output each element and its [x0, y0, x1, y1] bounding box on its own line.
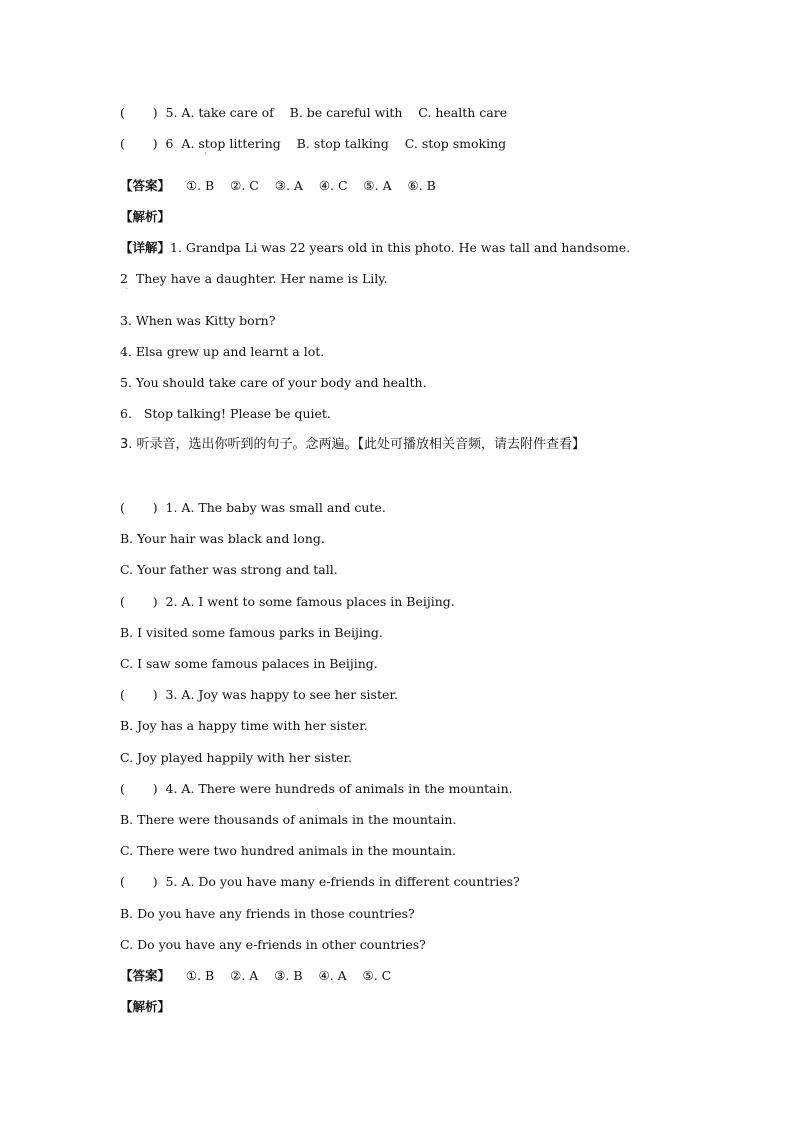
answer-label-2: 【答案】	[120, 968, 171, 983]
q3-option-a: ( ) 3. A. Joy was happy to see her sister.	[120, 687, 398, 702]
detail-line-1: 1. Grandpa Li was 22 years old in this photo. He was tall and handsome.	[170, 240, 631, 255]
detail-line-6: 6. Stop talking! Please be quiet.	[120, 406, 331, 421]
analysis-label-2: 【解析】	[120, 999, 171, 1014]
answer-values-2: ①. B ②. A ③. B ④. A ⑤. C	[170, 968, 392, 983]
answer-row	[120, 178, 436, 194]
section-3-title: 3. 听录音，选出你听到的句子。念两遍。【此处可播放相关音频，请去附件查看】	[120, 437, 586, 452]
q5-option-b: B. Do you have any friends in those countries?	[120, 906, 415, 921]
detail-line-5: 5. You should take care of your body and health.	[120, 375, 427, 390]
q4-option-b: B. There were thousands of animals in the mountain.	[120, 812, 457, 827]
q1-option-c: C. Your father was strong and tall.	[120, 562, 338, 577]
q5-option-a: ( ) 5. A. Do you have many e-friends in different countries?	[120, 874, 520, 889]
q2-option-c: C. I saw some famous palaces in Beijing.	[120, 656, 378, 671]
detail-row	[120, 240, 630, 256]
q2-option-a: ( ) 2. A. I went to some famous places in Beijing.	[120, 594, 455, 609]
question-6-line: ( ) 6 A. stop littering B. stop talking C. stop smoking	[120, 136, 507, 151]
analysis-label: 【解析】	[120, 209, 171, 224]
q4-option-a: ( ) 4. A. There were hundreds of animals in the mountain.	[120, 781, 513, 796]
stray-mark: ˋ	[125, 287, 129, 296]
detail-line-3: 3. When was Kitty born?	[120, 313, 276, 328]
q1-option-a: ( ) 1. A. The baby was small and cute.	[120, 500, 386, 515]
detail-line-4: 4. Elsa grew up and learnt a lot.	[120, 344, 325, 359]
stray-mark: ˋ	[204, 152, 208, 161]
q1-option-b: B. Your hair was black and long.	[120, 531, 325, 546]
question-5-line: ( ) 5. A. take care of B. be careful with C. health care	[120, 105, 508, 120]
q3-option-c: C. Joy played happily with her sister.	[120, 750, 353, 765]
q2-option-b: B. I visited some famous parks in Beijing.	[120, 625, 383, 640]
q5-option-c: C. Do you have any e-friends in other countries?	[120, 937, 426, 952]
answer-values: ①. B ②. C ③. A ④. C ⑤. A ⑥. B	[170, 178, 436, 193]
q3-option-b: B. Joy has a happy time with her sister.	[120, 718, 368, 733]
q4-option-c: C. There were two hundred animals in the mountain.	[120, 843, 456, 858]
detail-line-2: 2 They have a daughter. Her name is Lily.	[120, 271, 388, 286]
detail-label: 【详解】	[120, 240, 171, 255]
answer-label: 【答案】	[120, 178, 171, 193]
answer-row-2	[120, 968, 391, 984]
